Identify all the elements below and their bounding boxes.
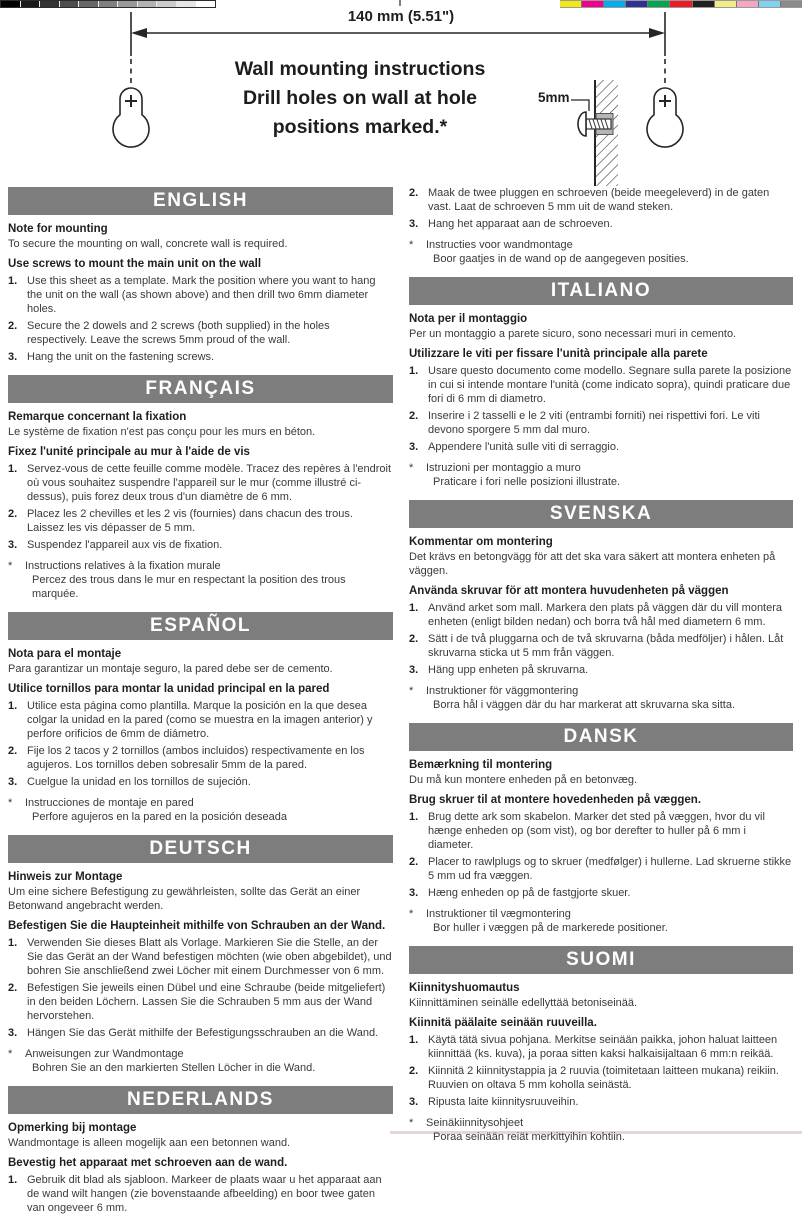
step-number: 3.: [8, 776, 18, 788]
note-title: Nota para el montaje: [8, 648, 122, 660]
step-number: 3.: [409, 218, 419, 230]
step-number: 1.: [8, 1174, 18, 1186]
screw-in-wall-illustration: [571, 80, 618, 186]
section-dansk: [409, 723, 793, 935]
mount-subtitle: Kiinnitä päälaite seinään ruuveilla.: [409, 1017, 597, 1029]
section-suomi: [409, 946, 793, 1144]
step-number: 3.: [8, 351, 18, 363]
footnote: [409, 907, 793, 935]
step-2: [8, 744, 393, 772]
step-2: [409, 632, 793, 660]
gap-leader-line: [571, 100, 589, 111]
language-header-bar: [409, 500, 793, 528]
step-number: 2.: [8, 982, 18, 994]
section-francais: [8, 375, 393, 601]
footnote: [409, 238, 793, 266]
step-number: 1.: [409, 811, 419, 823]
footnote-marker: *: [409, 908, 414, 920]
step-3: [8, 1026, 393, 1040]
step-text: Använd arket som mall. Markera den plats på väggen där du vill montera enheten (enligt bilden nedan) och borra två hål med diametern 6 mm.: [428, 602, 783, 628]
page-title: [150, 55, 570, 142]
step-number: 1.: [409, 1034, 419, 1046]
step-text: Hang het apparaat aan de schroeven.: [428, 218, 613, 230]
language-header-bar: [409, 946, 793, 974]
step-number: 1.: [8, 937, 18, 949]
step-text: Käytä tätä sivua pohjana. Merkitse seinään paikka, johon haluat laitteen kiinnittää (ks. kuva), ja poraa sitten kaksi halkaisijaltaan 6 mm:n reikää.: [428, 1034, 778, 1060]
step-number: 1.: [409, 602, 419, 614]
step-number: 3.: [409, 887, 419, 899]
note-body: Per un montaggio a parete sicuro, sono necessari muri in cemento.: [409, 328, 737, 340]
step-text: Befestigen Sie jeweils einen Dübel und eine Schraube (beide mitgeliefert) in den beiden Löchern. Lassen Sie die Schrauben 5 mm aus der Wand hervorstehen.: [27, 982, 386, 1022]
note-title: Nota per il montaggio: [409, 313, 528, 325]
step-text: Hæng enheden op på de fastgjorte skuer.: [428, 887, 631, 899]
footnote: [8, 1047, 393, 1075]
step-1: [409, 810, 793, 852]
footnote: [8, 559, 393, 601]
right-column: [409, 183, 793, 1146]
footnote-body: Praticare i fori nelle posizioni illustrate.: [433, 476, 621, 488]
step-1: [8, 699, 393, 741]
section-english: [8, 187, 393, 364]
mount-subtitle: Brug skruer til at montere hovedenheden på væggen.: [409, 794, 702, 806]
mount-subtitle: Använda skruvar för att montera huvudenheten på väggen: [409, 585, 729, 597]
step-number: 2.: [409, 410, 419, 422]
step-2: [409, 409, 793, 437]
step-number: 3.: [409, 441, 419, 453]
mount-subtitle: Utilice tornillos para montar la unidad principal en la pared: [8, 683, 330, 695]
mount-subtitle: Befestigen Sie die Haupteinheit mithilfe von Schrauben an der Wand.: [8, 920, 386, 932]
footnote-marker: *: [8, 1048, 13, 1060]
step-text: Suspendez l'appareil aux vis de fixation.: [27, 539, 223, 551]
language-header-bar: [8, 375, 393, 403]
footnote-title: Instrucciones de montaje en pared: [25, 797, 194, 809]
step-text: Sätt i de två pluggarna och de två skruvarna (båda medföljer) i hålen. Låt skruvarna sticka ut 5 mm från väggen.: [428, 633, 784, 659]
step-text: Brug dette ark som skabelon. Marker det sted på væggen, hvor du vil hænge enheden op (som vist), og bor derefter to huller på 6 mm i diameter.: [428, 811, 765, 851]
step-text: Utilice esta página como plantilla. Marque la posición en la que desea colgar la unidad en la pared (como se muestra en la imagen anterior) y perfore orificios de 6mm de diámetro.: [27, 700, 373, 740]
footnote-marker: *: [409, 462, 414, 474]
language-header-bar: [8, 1086, 393, 1114]
step-number: 1.: [8, 275, 18, 287]
language-name: ITALIANO: [550, 280, 652, 301]
dimension-label: 140 mm (5.51"): [347, 8, 455, 25]
step-text: Appendere l'unità sulle viti di serraggio.: [428, 441, 620, 453]
step-1: [8, 1173, 393, 1215]
left-keyhole-mark: [113, 88, 149, 147]
step-number: 2.: [409, 187, 419, 199]
mount-subtitle: Fixez l'unité principale au mur à l'aide de vis: [8, 446, 250, 458]
title-line-3: positions marked.*: [272, 116, 448, 138]
step-text: Maak de twee pluggen en schroeven (beide meegeleverd) in de gaten vast. Laat de schroeven 5 mm uit de wand steken.: [428, 187, 770, 213]
step-3: [8, 350, 393, 364]
step-3: [409, 217, 793, 231]
step-number: 2.: [8, 320, 18, 332]
footnote-title: Instruktioner för väggmontering: [426, 685, 579, 697]
language-header-bar: [8, 835, 393, 863]
note-body: Para garantizar un montaje seguro, la pared debe ser de cemento.: [8, 663, 333, 675]
note-title: Kommentar om montering: [409, 536, 553, 548]
note-body: To secure the mounting on wall, concrete wall is required.: [8, 238, 288, 250]
step-3: [409, 440, 793, 454]
language-name: DEUTSCH: [149, 838, 252, 859]
note-body: Det krävs en betongvägg för att det ska vara säkert att montera enheten på väggen.: [409, 551, 776, 577]
step-1: [409, 1033, 793, 1061]
screw-head: [578, 112, 586, 136]
step-text: Secure the 2 dowels and 2 screws (both supplied) in the holes respectively. Leave the screws 5mm proud of the wall.: [27, 320, 330, 346]
step-2: [8, 319, 393, 347]
note-title: Note for mounting: [8, 223, 108, 235]
language-header-bar: [409, 277, 793, 305]
section-deutsch: [8, 835, 393, 1075]
footnote-marker: *: [409, 239, 414, 251]
footnote-body: Poraa seinään reiät merkittyihin kohtiin.: [433, 1131, 625, 1143]
section-italiano: [409, 277, 793, 489]
footnote-body: Bohren Sie an den markierten Stellen Löcher in die Wand.: [32, 1062, 316, 1074]
footnote-marker: *: [409, 685, 414, 697]
step-text: Kiinnitä 2 kiinnitystappia ja 2 ruuvia (toimitetaan laitteen mukana) reikiin. Ruuvien on oltava 5 mm koholla seinästä.: [428, 1065, 779, 1091]
step-number: 1.: [8, 700, 18, 712]
section-svenska: [409, 500, 793, 712]
step-number: 2.: [409, 633, 419, 645]
step-3: [8, 538, 393, 552]
step-number: 2.: [8, 745, 18, 757]
language-header-bar: [8, 187, 393, 215]
language-name: NEDERLANDS: [127, 1089, 274, 1110]
step-text: Gebruik dit blad als sjabloon. Markeer de plaats waar u het apparaat aan de wand wilt hangen (zie bovenstaande afbeelding) en boor twee gaten van ongeveer 6 mm.: [27, 1174, 382, 1214]
language-name: DANSK: [563, 726, 639, 747]
note-body: Um eine sichere Befestigung zu gewährleisten, sollte das Gerät an einer Betonwand angebracht werden.: [8, 886, 361, 912]
title-line-1: Wall mounting instructions: [234, 58, 486, 80]
footnote-title: Instructies voor wandmontage: [426, 239, 573, 251]
section-espanol: [8, 612, 393, 824]
step-1: [409, 601, 793, 629]
language-header-bar: [8, 612, 393, 640]
wall-mounting-diagram: [0, 0, 802, 187]
footnote-body: Bor huller i væggen på de markerede positioner.: [433, 922, 668, 934]
footnote-body: Perfore agujeros en la pared en la posición deseada: [32, 811, 288, 823]
step-text: Verwenden Sie dieses Blatt als Vorlage. Markieren Sie die Stelle, an der Sie das Gerät an der Wand befestigen möchten (wie oben abgebildet), und bohren Sie anschließend zwei Löcher mit einem Durchmesser von 6 mm.: [27, 937, 392, 977]
step-3: [409, 663, 793, 677]
footnote: [8, 796, 393, 824]
footnote-title: Seinäkiinnitysohjeet: [426, 1117, 524, 1129]
note-body: Wandmontage is alleen mogelijk aan een betonnen wand.: [8, 1137, 291, 1149]
note-title: Bemærkning til montering: [409, 759, 553, 771]
step-1: [8, 936, 393, 978]
step-number: 3.: [8, 539, 18, 551]
footnote: [409, 1116, 793, 1144]
step-text: Hang the unit on the fastening screws.: [27, 351, 215, 363]
step-number: 2.: [409, 856, 419, 868]
footnote: [409, 461, 793, 489]
footnote-title: Instructions relatives à la fixation murale: [25, 560, 221, 572]
step-3: [409, 886, 793, 900]
mount-subtitle: Use screws to mount the main unit on the wall: [8, 258, 262, 270]
step-number: 3.: [8, 1027, 18, 1039]
dimension-arrow-right: [649, 28, 665, 38]
note-title: Hinweis zur Montage: [8, 871, 123, 883]
language-name: SVENSKA: [549, 503, 653, 524]
dimension-arrow-left: [131, 28, 147, 38]
footnote: [409, 684, 793, 712]
section-nederlands: [8, 1086, 393, 1215]
step-3: [8, 775, 393, 789]
language-header-bar: [409, 723, 793, 751]
step-text: Häng upp enheten på skruvarna.: [428, 664, 589, 676]
note-title: Opmerking bij montage: [8, 1122, 137, 1134]
footnote-body: Boor gaatjes in de wand op de aangegeven posities.: [433, 253, 689, 265]
step-2: [8, 981, 393, 1023]
mount-subtitle: Bevestig het apparaat met schroeven aan de wand.: [8, 1157, 288, 1169]
step-number: 1.: [409, 365, 419, 377]
step-number: 2.: [8, 508, 18, 520]
step-2: [409, 1064, 793, 1092]
note-body: Le système de fixation n'est pas conçu pour les murs en béton.: [8, 426, 316, 438]
step-2: [409, 186, 793, 214]
step-text: Use this sheet as a template. Mark the position where you want to hang the unit on the wall (as shown above) and then drill two 6mm diameter holes.: [27, 275, 376, 315]
right-keyhole-mark: [647, 88, 683, 147]
section-nederlands-continued: [409, 186, 793, 266]
step-text: Servez-vous de cette feuille comme modèle. Tracez des repères à l'endroit où vous souhaitez suspendre l'appareil sur le mur (comme illustré ci-dessus), puis forez deux trous d'un diamètre de 6 mm.: [27, 463, 392, 503]
step-2: [409, 855, 793, 883]
step-text: Ripusta laite kiinnitysruuveihin.: [428, 1096, 579, 1108]
screw-gap-label: 5mm: [538, 90, 570, 105]
step-number: 3.: [409, 1096, 419, 1108]
footnote-marker: *: [409, 1117, 414, 1129]
language-name: ENGLISH: [153, 190, 248, 211]
left-column: [8, 187, 393, 1217]
step-text: Placer to rawlplugs og to skruer (medfølger) i hullerne. Lad skruerne stikke 5 mm ud fra væggen.: [428, 856, 792, 882]
step-text: Fije los 2 tacos y 2 tornillos (ambos incluidos) respectivamente en los agujeros. Los tornillos deben sobresalir 5mm de la pared.: [27, 745, 365, 771]
step-2: [8, 507, 393, 535]
note-title: Kiinnityshuomautus: [409, 982, 520, 994]
note-title: Remarque concernant la fixation: [8, 411, 187, 423]
footnote-marker: *: [8, 797, 13, 809]
step-text: Cuelgue la unidad en los tornillos de sujeción.: [27, 776, 251, 788]
step-1: [409, 364, 793, 406]
step-3: [409, 1095, 793, 1109]
language-name: FRANÇAIS: [145, 378, 256, 399]
step-text: Inserire i 2 tasselli e le 2 viti (entrambi forniti) nei rispettivi fori. Le viti devono sporgere 5 mm dal muro.: [428, 410, 760, 436]
note-body: Kiinnittäminen seinälle edellyttää betoniseinää.: [409, 997, 638, 1009]
footnote-title: Anweisungen zur Wandmontage: [25, 1048, 184, 1060]
footnote-body: Borra hål i väggen där du har markerat att skruvarna ska sitta.: [433, 699, 736, 711]
footnote-body: Percez des trous dans le mur en respectant la position des trous marquée.: [32, 574, 346, 600]
step-text: Placez les 2 chevilles et les 2 vis (fournies) dans chacun des trous. Laissez les vis dépasser de 5 mm.: [27, 508, 353, 534]
step-text: Usare questo documento come modello. Segnare sulla parete la posizione in cui si intende montare l'unità (come indicato sopra), quindi praticare due fori di 6 mm di diametro.: [428, 365, 792, 405]
step-text: Hängen Sie das Gerät mithilfe der Befestigungsschrauben an die Wand.: [27, 1027, 379, 1039]
step-number: 1.: [8, 463, 18, 475]
step-1: [8, 462, 393, 504]
note-body: Du må kun montere enheden på en betonvæg.: [409, 774, 638, 786]
step-number: 2.: [409, 1065, 419, 1077]
mount-subtitle: Utilizzare le viti per fissare l'unità principale alla parete: [409, 348, 708, 360]
footnote-marker: *: [8, 560, 13, 572]
step-number: 3.: [409, 664, 419, 676]
language-name: ESPAÑOL: [150, 615, 251, 636]
title-line-2: Drill holes on wall at hole: [242, 87, 478, 109]
step-1: [8, 274, 393, 316]
language-name: SUOMI: [566, 949, 636, 970]
footnote-title: Istruzioni per montaggio a muro: [426, 462, 581, 474]
footnote-title: Instruktioner til vægmontering: [426, 908, 571, 920]
